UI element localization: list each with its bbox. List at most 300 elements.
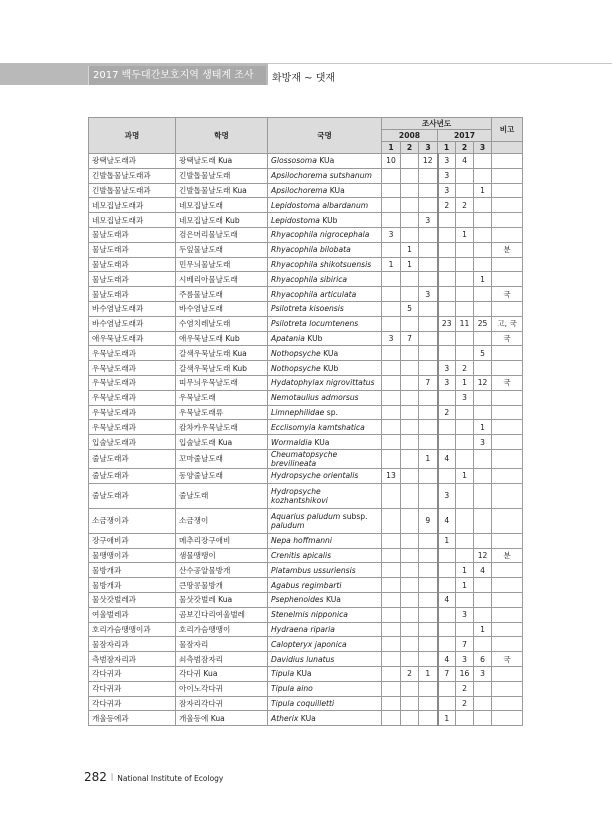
count-cell	[382, 637, 401, 652]
scientific-name-suffix: KUb	[319, 215, 338, 225]
count-cell	[438, 548, 456, 563]
scientific-name-suffix: KUa	[312, 437, 330, 447]
count-cell	[438, 468, 456, 483]
family-cell: 긴발톱물날도래과	[89, 183, 176, 198]
count-cell: 3	[438, 168, 456, 183]
family-cell: 바수염날도래과	[89, 316, 176, 331]
count-cell	[438, 301, 456, 316]
family-cell: 우묵날도래과	[89, 346, 176, 361]
count-cell	[382, 592, 401, 607]
count-cell	[401, 578, 419, 593]
korean-name-cell: 각다귀 Kua	[176, 666, 268, 681]
count-cell	[456, 548, 474, 563]
count-cell	[401, 183, 419, 198]
table-row	[89, 483, 523, 508]
table-row	[89, 468, 523, 483]
count-cell	[456, 168, 474, 183]
scientific-name-cell	[268, 420, 382, 435]
scientific-name-cell	[268, 508, 382, 533]
scientific-name-suffix: KUa	[298, 713, 316, 723]
count-cell	[474, 607, 492, 622]
count-cell	[419, 435, 438, 450]
scientific-name-italic: Psilotreta kisoensis	[271, 304, 344, 314]
korean-name-cell: 수염치레날도래	[176, 316, 268, 331]
korean-name-cell: 띠무늬우묵날도래	[176, 375, 268, 390]
note-cell: 국	[492, 652, 523, 667]
scientific-name-italic: Rhyacophila shikotsuensis	[271, 259, 372, 269]
table-row	[89, 637, 523, 652]
count-cell	[401, 154, 419, 169]
count-cell	[419, 652, 438, 667]
korean-name-cell: 산수공알물방개	[176, 563, 268, 578]
note-cell	[492, 435, 523, 450]
count-cell: 9	[419, 508, 438, 533]
note-cell	[492, 198, 523, 213]
family-cell: 우묵날도래과	[89, 405, 176, 420]
species-table	[88, 117, 523, 726]
note-cell	[492, 533, 523, 548]
korean-name-cell: 소금쟁이	[176, 508, 268, 533]
count-cell: 2	[401, 666, 419, 681]
scientific-name-suffix: KUa	[327, 185, 345, 195]
note-cell: 국	[492, 375, 523, 390]
count-cell	[438, 420, 456, 435]
korean-name-cell: 물삿갓벌레 Kua	[176, 592, 268, 607]
family-cell: 우묵날도래과	[89, 375, 176, 390]
count-cell: 6	[474, 652, 492, 667]
korean-name-cell: 검은머리물날도래	[176, 227, 268, 242]
count-cell	[456, 622, 474, 637]
korean-name-cell: 네모집날도래	[176, 198, 268, 213]
count-cell: 1	[438, 711, 456, 726]
header-family: 과명	[89, 118, 176, 154]
count-cell	[382, 449, 401, 468]
table-row	[89, 563, 523, 578]
scientific-name-italic: Apatania	[271, 333, 305, 343]
table-row	[89, 361, 523, 376]
note-cell	[492, 405, 523, 420]
count-cell	[382, 696, 401, 711]
korean-name-cell: 갈색우묵날도래 Kua	[176, 346, 268, 361]
count-cell	[419, 578, 438, 593]
scientific-name-italic: Limnephilidae	[271, 407, 325, 417]
table-row	[89, 346, 523, 361]
scientific-name-suffix: KUa	[320, 348, 339, 358]
count-cell: 7	[419, 375, 438, 390]
scientific-name-cell	[268, 272, 382, 287]
count-cell	[419, 637, 438, 652]
count-cell	[401, 435, 419, 450]
count-cell: 4	[438, 652, 456, 667]
count-cell	[382, 533, 401, 548]
count-cell: 5	[401, 301, 419, 316]
scientific-name-cell	[268, 652, 382, 667]
count-cell	[456, 449, 474, 468]
korean-name-cell: 꼬마줄날도래	[176, 449, 268, 468]
korean-name-cell: 애우묵날도래 Kub	[176, 331, 268, 346]
count-cell	[401, 592, 419, 607]
korean-name-cell: 우묵날도래	[176, 390, 268, 405]
count-cell	[474, 711, 492, 726]
header-sciname: 학명	[176, 118, 268, 154]
count-cell: 3	[438, 154, 456, 169]
count-cell	[401, 375, 419, 390]
scientific-name-cell	[268, 592, 382, 607]
table-row	[89, 592, 523, 607]
note-cell	[492, 227, 523, 242]
korean-name-cell: 아이노각다귀	[176, 681, 268, 696]
publisher-name: National Institute of Ecology	[117, 774, 224, 783]
note-cell	[492, 468, 523, 483]
scientific-name-italic: Platambus ussuriensis	[271, 565, 356, 575]
count-cell	[382, 168, 401, 183]
count-cell	[438, 346, 456, 361]
count-cell	[438, 272, 456, 287]
note-cell	[492, 711, 523, 726]
count-cell: 3	[438, 361, 456, 376]
count-cell: 1	[474, 183, 492, 198]
korean-name-cell: 입술날도래 Kua	[176, 435, 268, 450]
count-cell	[474, 331, 492, 346]
count-cell	[456, 183, 474, 198]
korean-name-cell: 잠자리각다귀	[176, 696, 268, 711]
count-cell: 4	[456, 154, 474, 169]
count-cell	[438, 331, 456, 346]
header-survey-year: 조사년도	[382, 118, 492, 130]
count-cell	[474, 242, 492, 257]
family-cell: 우묵날도래과	[89, 420, 176, 435]
count-cell: 3	[419, 213, 438, 228]
korean-name-cell: 바수염날도래	[176, 301, 268, 316]
note-cell	[492, 301, 523, 316]
count-cell	[474, 681, 492, 696]
count-cell	[419, 607, 438, 622]
scientific-name-cell	[268, 242, 382, 257]
count-cell	[456, 346, 474, 361]
family-cell: 줄날도래과	[89, 483, 176, 508]
family-cell: 물날도래과	[89, 257, 176, 272]
footer-separator: |	[110, 773, 114, 781]
count-cell	[382, 287, 401, 302]
family-cell: 물잠자리과	[89, 637, 176, 652]
scientific-name-cell	[268, 607, 382, 622]
scientific-name-cell	[268, 346, 382, 361]
count-cell: 4	[438, 592, 456, 607]
scientific-name-cell	[268, 711, 382, 726]
family-cell: 여울벌레과	[89, 607, 176, 622]
count-cell	[438, 435, 456, 450]
family-cell: 물날도래과	[89, 287, 176, 302]
count-cell	[474, 449, 492, 468]
note-cell	[492, 622, 523, 637]
count-cell: 2	[456, 198, 474, 213]
scientific-name-cell	[268, 375, 382, 390]
count-cell	[401, 652, 419, 667]
scientific-name-italic: Hydatophylax nigrovittatus	[271, 378, 375, 388]
count-cell	[474, 301, 492, 316]
scientific-name-italic: Lepidostoma albardanum	[271, 200, 369, 210]
table-row	[89, 331, 523, 346]
count-cell	[474, 483, 492, 508]
family-cell: 광택날도래과	[89, 154, 176, 169]
scientific-name-italic: Psilotreta locumtenens	[271, 319, 359, 329]
header-round: 2	[401, 142, 419, 154]
count-cell	[456, 405, 474, 420]
note-cell	[492, 666, 523, 681]
scientific-name-italic: Ecclisomyia kamtshatica	[271, 422, 365, 432]
count-cell: 1	[474, 420, 492, 435]
count-cell	[382, 346, 401, 361]
count-cell: 1	[382, 257, 401, 272]
count-cell	[438, 227, 456, 242]
table-row	[89, 316, 523, 331]
korean-name-cell: 곰보긴다리여울벌레	[176, 607, 268, 622]
count-cell	[419, 168, 438, 183]
korean-name-cell: 개울등에 Kua	[176, 711, 268, 726]
scientific-name-italic: Rhyacophila articulata	[271, 289, 357, 299]
scientific-name-suffix: KUa	[323, 595, 341, 605]
scientific-name-cell	[268, 468, 382, 483]
family-cell: 개울등에과	[89, 711, 176, 726]
scientific-name-suffix: KUb	[320, 363, 339, 373]
count-cell	[401, 711, 419, 726]
count-cell	[474, 390, 492, 405]
note-cell	[492, 681, 523, 696]
family-cell: 우묵날도래과	[89, 361, 176, 376]
note-cell	[492, 154, 523, 169]
count-cell	[456, 711, 474, 726]
table-row	[89, 578, 523, 593]
scientific-name-italic: Lepidostoma	[271, 215, 320, 225]
scientific-name-italic: Agabus regimbarti	[271, 580, 342, 590]
table-row	[89, 390, 523, 405]
korean-name-cell: 민무늬물날도래	[176, 257, 268, 272]
count-cell	[382, 711, 401, 726]
count-cell	[456, 331, 474, 346]
table-row	[89, 287, 523, 302]
header-rule	[268, 63, 612, 64]
count-cell: 2	[456, 681, 474, 696]
table-row	[89, 168, 523, 183]
note-cell	[492, 213, 523, 228]
count-cell	[456, 483, 474, 508]
count-cell	[419, 272, 438, 287]
count-cell	[401, 533, 419, 548]
count-cell	[419, 198, 438, 213]
count-cell	[456, 257, 474, 272]
note-cell	[492, 563, 523, 578]
count-cell	[419, 183, 438, 198]
count-cell	[382, 435, 401, 450]
table-body	[89, 154, 523, 726]
count-cell	[401, 607, 419, 622]
table-row	[89, 227, 523, 242]
scientific-name-italic: Hydropsyche orientalis	[271, 471, 359, 481]
count-cell: 1	[456, 563, 474, 578]
count-cell	[419, 592, 438, 607]
table-row	[89, 183, 523, 198]
family-cell: 물날도래과	[89, 242, 176, 257]
scientific-name-italic: Tipula coquilletti	[271, 698, 335, 708]
count-cell	[382, 213, 401, 228]
scientific-name-italic: Hydraena riparia	[271, 624, 335, 634]
note-cell	[492, 272, 523, 287]
count-cell: 3	[382, 331, 401, 346]
count-cell: 3	[456, 390, 474, 405]
count-cell	[419, 346, 438, 361]
table-row	[89, 696, 523, 711]
scientific-name-cell	[268, 183, 382, 198]
count-cell	[438, 242, 456, 257]
family-cell: 물땡땡이과	[89, 548, 176, 563]
section-title: 화방재 ~ 댓재	[272, 73, 336, 84]
scientific-name-italic: Nepa hoffmanni	[271, 536, 332, 546]
count-cell	[419, 331, 438, 346]
note-cell	[492, 449, 523, 468]
count-cell	[401, 468, 419, 483]
count-cell	[382, 316, 401, 331]
count-cell	[401, 681, 419, 696]
count-cell: 2	[438, 405, 456, 420]
family-cell: 네모집날도래과	[89, 213, 176, 228]
count-cell	[438, 287, 456, 302]
korean-name-cell: 주름물날도래	[176, 287, 268, 302]
count-cell	[474, 533, 492, 548]
korean-name-cell: 긴발톱물날도래	[176, 168, 268, 183]
count-cell: 10	[382, 154, 401, 169]
scientific-name-cell	[268, 331, 382, 346]
count-cell	[456, 242, 474, 257]
count-cell	[382, 607, 401, 622]
scientific-name-italic: Cheumatopsyche brevilineata	[271, 449, 338, 468]
korean-name-cell: 캄차카우묵날도래	[176, 420, 268, 435]
scientific-name-cell	[268, 622, 382, 637]
table-row	[89, 681, 523, 696]
count-cell	[382, 681, 401, 696]
note-cell: 분	[492, 242, 523, 257]
family-cell: 우묵날도래과	[89, 390, 176, 405]
count-cell	[419, 420, 438, 435]
count-cell	[438, 563, 456, 578]
family-cell: 각다귀과	[89, 696, 176, 711]
count-cell	[438, 578, 456, 593]
count-cell	[401, 420, 419, 435]
family-cell: 물방개과	[89, 563, 176, 578]
note-cell	[492, 578, 523, 593]
table-row	[89, 301, 523, 316]
count-cell: 12	[474, 548, 492, 563]
count-cell: 25	[474, 316, 492, 331]
count-cell	[474, 592, 492, 607]
count-cell: 1	[438, 533, 456, 548]
count-cell	[401, 637, 419, 652]
scientific-name-cell	[268, 666, 382, 681]
count-cell	[474, 637, 492, 652]
count-cell: 11	[456, 316, 474, 331]
count-cell	[419, 405, 438, 420]
count-cell: 23	[438, 316, 456, 331]
count-cell	[419, 301, 438, 316]
count-cell: 3	[474, 666, 492, 681]
scientific-name-italic: Wormaldia	[271, 437, 313, 447]
count-cell	[438, 622, 456, 637]
count-cell	[474, 213, 492, 228]
count-cell	[474, 578, 492, 593]
header-year-2008: 2008	[382, 130, 438, 142]
count-cell	[401, 227, 419, 242]
header-round: 3	[419, 142, 438, 154]
scientific-name-cell	[268, 198, 382, 213]
scientific-name-cell	[268, 154, 382, 169]
family-cell: 각다귀과	[89, 666, 176, 681]
report-title: 2017 백두대간보호지역 생태계 조사	[88, 66, 266, 85]
count-cell	[382, 666, 401, 681]
count-cell	[419, 711, 438, 726]
count-cell	[474, 696, 492, 711]
count-cell	[419, 563, 438, 578]
count-cell	[474, 508, 492, 533]
count-cell	[456, 287, 474, 302]
note-cell	[492, 696, 523, 711]
header-korname: 국명	[268, 118, 382, 154]
count-cell	[419, 622, 438, 637]
scientific-name-italic: Calopteryx japonica	[271, 639, 347, 649]
count-cell	[456, 213, 474, 228]
header-note-blank	[492, 142, 523, 154]
korean-name-cell: 우묵날도래류	[176, 405, 268, 420]
count-cell	[401, 405, 419, 420]
table-row	[89, 449, 523, 468]
count-cell	[474, 198, 492, 213]
count-cell: 3	[456, 607, 474, 622]
note-cell	[492, 592, 523, 607]
note-cell: 국	[492, 287, 523, 302]
header-round: 3	[474, 142, 492, 154]
count-cell: 3	[438, 483, 456, 508]
scientific-name-italic: Rhyacophila sibirica	[271, 274, 348, 284]
count-cell	[474, 168, 492, 183]
korean-name-cell: 호리가슴땡땡이	[176, 622, 268, 637]
scientific-name-suffix: subsp.	[340, 511, 368, 521]
korean-name-cell: 시베리아물날도래	[176, 272, 268, 287]
count-cell	[382, 272, 401, 287]
family-cell: 줄날도래과	[89, 468, 176, 483]
count-cell: 12	[474, 375, 492, 390]
family-cell: 바수염날도래과	[89, 301, 176, 316]
count-cell	[401, 483, 419, 508]
count-cell	[401, 198, 419, 213]
count-cell	[382, 198, 401, 213]
count-cell: 3	[419, 287, 438, 302]
scientific-name-cell	[268, 316, 382, 331]
note-cell: 분	[492, 548, 523, 563]
note-cell: 국	[492, 331, 523, 346]
family-cell: 긴발톱물날도래과	[89, 168, 176, 183]
scientific-name-italic: Tipula	[271, 669, 295, 679]
scientific-name-cell	[268, 390, 382, 405]
count-cell	[474, 405, 492, 420]
count-cell: 7	[401, 331, 419, 346]
scientific-name-italic: Crenitis apicalis	[271, 550, 332, 560]
note-cell	[492, 257, 523, 272]
count-cell	[401, 272, 419, 287]
count-cell	[419, 316, 438, 331]
count-cell: 4	[438, 508, 456, 533]
table-row	[89, 548, 523, 563]
count-cell	[401, 622, 419, 637]
count-cell	[456, 533, 474, 548]
scientific-name-suffix: KUa	[316, 156, 335, 166]
